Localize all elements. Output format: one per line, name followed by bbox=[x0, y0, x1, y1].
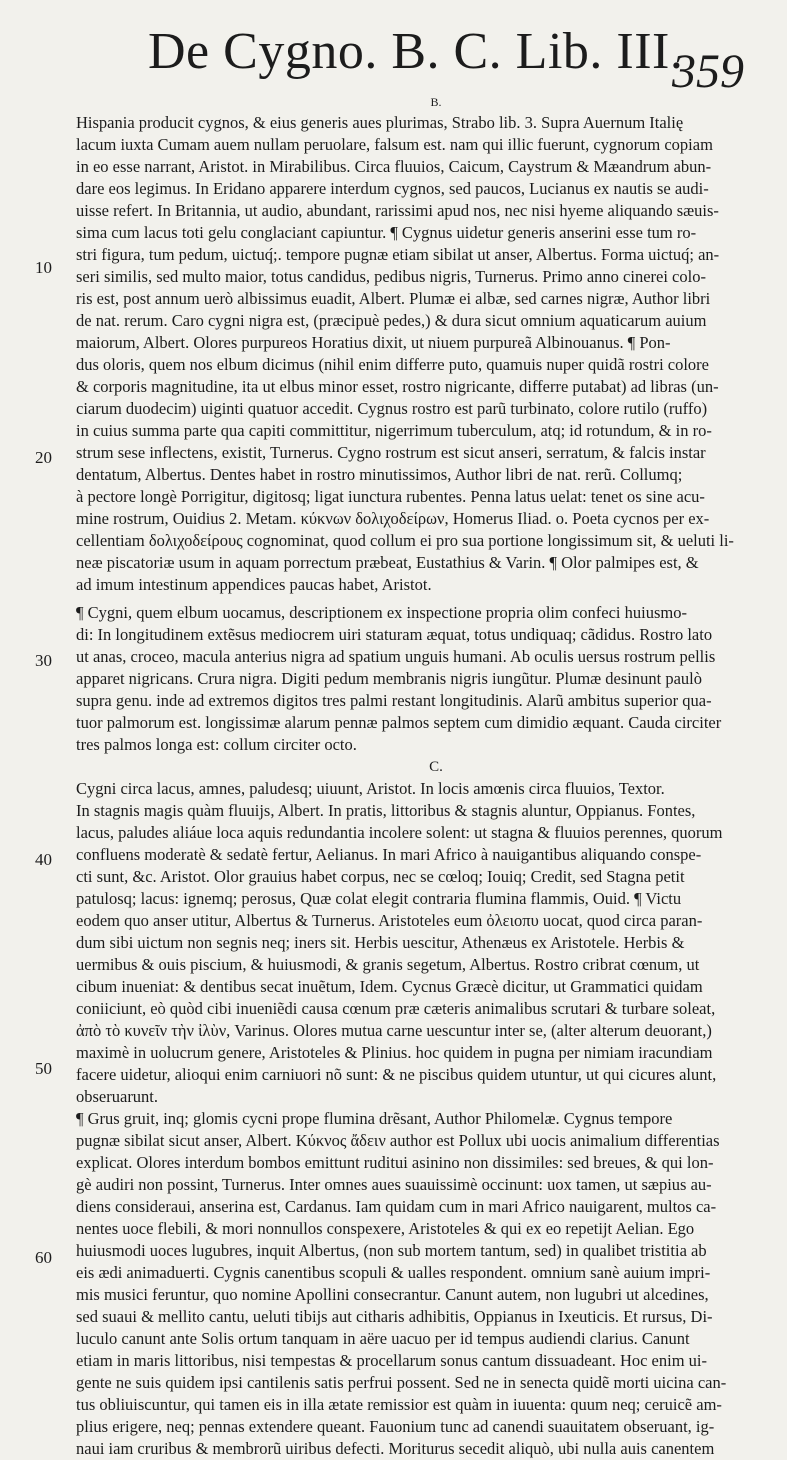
text-line: tres palmos longa est: collum circiter octo. bbox=[76, 735, 357, 754]
text-line: ut anas, croceo, macula anterius nigra ad spatium unguis humani. Ab oculis uersus rostrum pellis bbox=[76, 647, 716, 666]
text-line: lacum iuxta Cumam auem nullam peruolare, falsum est. nam qui illic fuerunt, cygnorum copiam bbox=[76, 135, 713, 154]
text-line: maiorum, Albert. Olores purpureos Horatius dixit, ut niuem purpureã Albinouanus. ¶ Pon- bbox=[76, 333, 671, 352]
line-number-20: 20 bbox=[35, 448, 52, 467]
text-line: apparet nigricans. Crura nigra. Digiti pedum membranis nigris iungũtur. Plumæ desinunt paulò bbox=[76, 669, 702, 688]
page-number: 359 bbox=[672, 45, 744, 98]
text-line: plius erigere, neq; pennas extendere queant. Fauonium tunc ad canendi suauitatem obseruant, ig- bbox=[76, 1417, 715, 1436]
text-line: uermibus & ouis piscium, & huiusmodi, & granis segetum, Albertus. Rostro cribrat cœnum, ut bbox=[76, 955, 700, 974]
text-line: cti sunt, &c. Aristot. Olor grauius habet corpus, nec se cœloq; Iouiq; Credit, sed Stagna petit bbox=[76, 867, 685, 886]
text-line: dare eos legimus. In Eridano apparere interdum cygnos, sed paucos, Lucianus ex nautis se audi- bbox=[76, 179, 709, 198]
text-line: lacus, paludes aliáue loca aquis redundantia incolere solent: ut stagna & fluuios perennes, quorum bbox=[76, 823, 723, 842]
text-line: eis ædi animaduerti. Cygnis canentibus scopuli & ualles respondent. omnium sanè auium impri- bbox=[76, 1263, 711, 1282]
text-line: Cygni circa lacus, amnes, paludesq; uiuunt, Aristot. In locis amœnis circa fluuios, Textor. bbox=[76, 779, 665, 798]
text-line: ¶ Cygni, quem elbum uocamus, descriptionem ex inspectione propria olim confeci huiusmo- bbox=[76, 603, 687, 622]
text-line: confluens moderatè & sedatè fertur, Aelianus. In mari Africo à nauigantibus aliquando conspe- bbox=[76, 845, 702, 864]
text-line: strum sese inflectens, existit, Turnerus. Cygno rostrum est sicut anseri, serratum, & falcis instar bbox=[76, 443, 706, 462]
text-line: stri figura, tum pedum, uictuq́;. tempore pugnæ etiam sibilat ut anser, Albertus. Forma uictuq́; an- bbox=[76, 245, 720, 264]
text-line: ad imum intestinum appendices paucas habet, Aristot. bbox=[76, 575, 432, 594]
text-line: naui iam cruribus & membrorũ uiribus defecti. Moriturus secedit aliquò, ubi nulla auis canentem bbox=[76, 1439, 715, 1458]
text-line: huiusmodi uoces lugubres, inquit Albertus, (non sub mortem tantum, sed) in qualibet tristitia ab bbox=[76, 1241, 707, 1260]
text-line: dentatum, Albertus. Dentes habet in rostro minutissimos, Author libri de nat. rerũ. Collumq; bbox=[76, 465, 683, 484]
text-line: tus obliuiscuntur, qui tamen eis in illa ætate remissior est quàm in iuuenta: quum neq; ceruicẽ am- bbox=[76, 1395, 722, 1414]
text-line: à pectore longè Porrigitur, digitosq; ligat iunctura rubentes. Penna latus uelat: tenet os sine acu- bbox=[76, 487, 705, 506]
section-letter-b: B. bbox=[430, 95, 442, 109]
text-line: in eo esse narrant, Aristot. in Mirabilibus. Circa fluuios, Caicum, Caystrum & Mæandrum abun- bbox=[76, 157, 712, 176]
text-line: ἀπὸ τὸ κυνεῖν τὴν ἰλὺν, Varinus. Olores mutua carne uescuntur inter se, (alter alterum deuorant,) bbox=[76, 1021, 712, 1040]
text-line: Hispania producit cygnos, & eius generis aues plurimas, Strabo lib. 3. Supra Auernum Italię bbox=[76, 113, 684, 132]
paragraph-b bbox=[76, 112, 766, 596]
paragraph-description bbox=[76, 602, 766, 756]
text-line: dum sibi uictum non segnis neq; iners sit. Herbis uescitur, Athenæus ex Aristotele. Herbis & bbox=[76, 933, 685, 952]
text-line: eodem quo anser utitur, Albertus & Turnerus. Aristoteles eum ὀλειοπυ uocat, quod circa paran- bbox=[76, 911, 703, 930]
text-line: In stagnis magis quàm fluuijs, Albert. In pratis, littoribus & stagnis aluntur, Oppianus. Fontes, bbox=[76, 801, 696, 820]
text-line: gè audiri non possint, Turnerus. Inter omnes aues suauissimè occinunt: uox tamen, ut sæpius au- bbox=[76, 1175, 712, 1194]
section-letter-c: C. bbox=[429, 759, 443, 775]
text-line: gente ne suis quidem ipsi cantilenis satis perfrui possent. Sed ne in senecta quidẽ morti uicina can- bbox=[76, 1373, 727, 1392]
text-line: obseruarunt. bbox=[76, 1087, 159, 1106]
text-line: mis musici feruntur, quo nomine Apollini consecrantur. Canunt autem, non lugubri ut alcedines, bbox=[76, 1285, 709, 1304]
text-line: ¶ Grus gruit, inq; glomis cycni prope flumina drẽsant, Author Philomelæ. Cygnus tempore bbox=[76, 1109, 673, 1128]
paragraph-c bbox=[76, 778, 766, 1108]
running-head: De Cygno. B. C. Lib. III. bbox=[148, 23, 684, 80]
text-line: ris est, post annum uerò albissimus euadit, Albert. Plumæ ei albæ, sed carnes nigræ, Author libri bbox=[76, 289, 711, 308]
line-number-10: 10 bbox=[35, 258, 52, 277]
text-line: facere uidetur, alioqui enim carniuori nõ sunt: & ne piscibus quidem utuntur, ut qui cicures alunt, bbox=[76, 1065, 717, 1084]
text-line: luculo canunt ante Solis ortum tanquam in aëre uacuo per id tempus audiendi clarius. Canunt bbox=[76, 1329, 690, 1348]
text-line: ciarum duodecim) uiginti quatuor accedit. Cygnus rostro est parũ turbinato, colore rutilo (ruffo) bbox=[76, 399, 708, 418]
text-line: neæ piscatoriæ usum in aquam porrectum præbeat, Eustathius & Varin. ¶ Olor palmipes est, & bbox=[76, 553, 699, 572]
text-line: tuor palmorum est. longissimæ alarum pennæ palmos septem cum dimidio æquant. Cauda circiter bbox=[76, 713, 722, 732]
text-line: diens consideraui, anserina est, Cardanus. Iam quidam cum in mari Africo nauigarent, multos ca- bbox=[76, 1197, 717, 1216]
line-number-50: 50 bbox=[35, 1059, 52, 1078]
text-line: maximè in uolucrum genere, Aristoteles & Plinius. hoc quidem in pugna per nimiam iracundiam bbox=[76, 1043, 713, 1062]
line-number-40: 40 bbox=[35, 850, 52, 869]
text-line: uisse refert. In Britannia, ut audio, abundant, rarissimi apud nos, nec nisi hyeme aliquando sæuis- bbox=[76, 201, 719, 220]
text-line: coniiciunt, eò quòd cibi inueniẽdi causa cœnum præ cæteris animalibus scrutari & turbare soleat, bbox=[76, 999, 716, 1018]
text-line: seri similis, sed multo maior, totus candidus, pedibus nigris, Turnerus. Primo anno cinerei colo- bbox=[76, 267, 706, 286]
text-line: etiam in maris littoribus, nisi tempestas & procellarum sonus cantum dissuadeant. Hoc enim ui- bbox=[76, 1351, 708, 1370]
text-line: supra genu. inde ad extremos digitos tres palmi restant longitudinis. Alarũ ambitus superior qua- bbox=[76, 691, 712, 710]
text-line: de nat. rerum. Caro cygni nigra est, (præcipuè pedes,) & dura sicut omnium aquaticarum auium bbox=[76, 311, 707, 330]
text-line: dus oloris, quem nos elbum dicimus (nihil enim differre puto, quamuis nuper quidã rostri colore bbox=[76, 355, 710, 374]
text-line: patulosq; lacus: ignemq; perosus, Quæ colat elegit contraria flumina flammis, Ouid. ¶ Victu bbox=[76, 889, 682, 908]
paragraph-voice bbox=[76, 1108, 766, 1460]
text-line: mine rostrum, Ouidius 2. Metam. κύκνων δολιχοδείρων, Homerus Iliad. o. Poeta cycnos per ex- bbox=[76, 509, 710, 528]
line-number-30: 30 bbox=[35, 651, 52, 670]
text-line: sed suaui & mellito cantu, ueluti tibijs aut citharis adhibitis, Oppianus in Ixeuticis. Et rursus, Di- bbox=[76, 1307, 713, 1326]
text-line: sima cum lacus toti gelu conglaciant capiuntur. ¶ Cygnus uidetur generis anserini esse tum ro- bbox=[76, 223, 697, 242]
text-line: explicat. Olores interdum bombos emittunt ruditui asinino non dissimiles: sed breues, & qui lon- bbox=[76, 1153, 714, 1172]
main-text bbox=[76, 96, 766, 1460]
text-line: cibum inueniat: & dentibus secat inuẽtum, Idem. Cycnus Græcè dicitur, ut Grammatici quidam bbox=[76, 977, 703, 996]
text-line: cellentiam δολιχοδείρους cognominat, quod collum ei pro sua portione longissimum sit, & ueluti li- bbox=[76, 531, 734, 550]
text-line: & corporis magnitudine, ita ut elbus minor esset, rostro nigricante, differre putabat) ad libras (un- bbox=[76, 377, 719, 396]
text-line: pugnæ sibilat sicut anser, Albert. Κύκνος ἄδειν author est Pollux ubi uocis animalium differentias bbox=[76, 1131, 720, 1150]
text-line: in cuius summa parte qua capiti committitur, nigerrimum tuberculum, atq; id rotundum, & in ro- bbox=[76, 421, 712, 440]
text-line: di: In longitudinem extẽsus mediocrem uiri staturam æquat, totus undiquaq; cãdidus. Rostro lato bbox=[76, 625, 713, 644]
line-number-60: 60 bbox=[35, 1248, 52, 1267]
text-line: nentes uoce flebili, & mori nonnullos conspexere, Aristoteles & qui ex eo repetijt Aelian. Ego bbox=[76, 1219, 695, 1238]
